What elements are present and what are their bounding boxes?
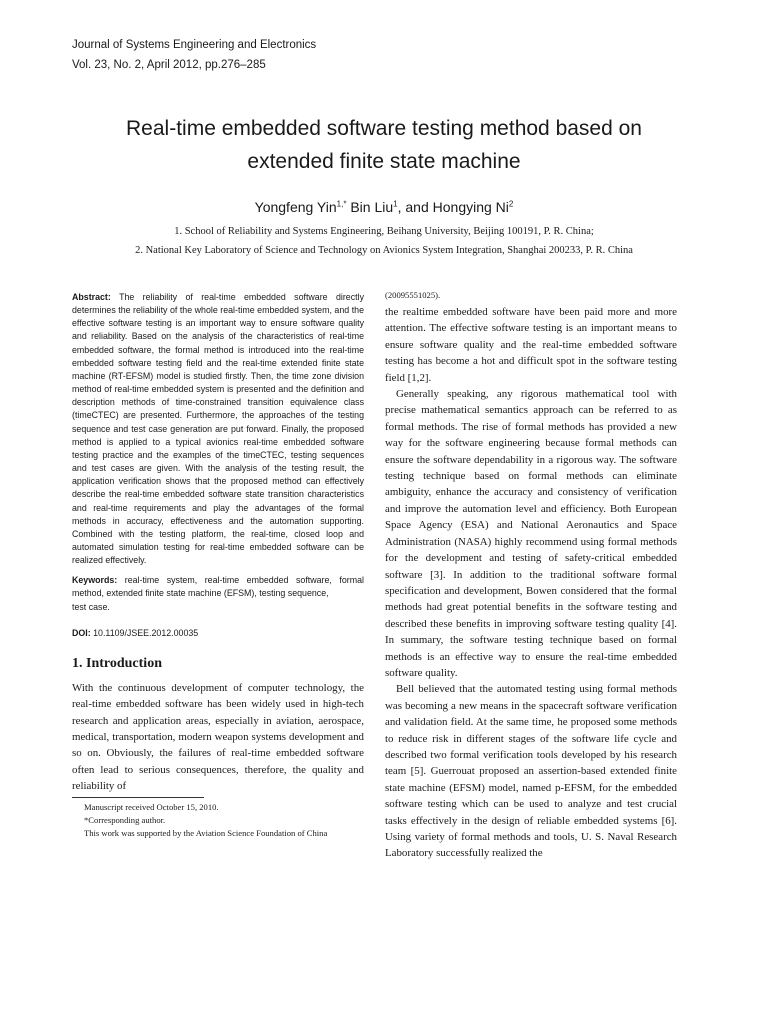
footnote-divider	[72, 797, 204, 798]
section-heading-introduction: 1. Introduction	[72, 655, 162, 671]
journal-name: Journal of Systems Engineering and Electronics	[72, 39, 317, 51]
affiliations	[40, 222, 728, 260]
right-paragraph-2: Generally speaking, any rigorous mathematical tool with precise mathematical semantics approach can be referred to as formal methods. The rise of formal methods has provided a new way for the software engineering because formal methods can ensure the software dependability in a rigorous way. The software testing technique based on formal methods can eliminate ambiguity, enhance the accuracy and consistency of verification and improve the automation level and efficiency. Both European Space Agency (ESA) and National Aeronautics and Space Administration (NASA) highly recommend using formal methods for the development and testing of safety-critical embedded software [3]. In addition to the traditional software formal specification and development, Bowen considered that the formal methods had great potential benefits in the software testing and described these benefits in improving software testing quality [4]. In summary, the software testing technique based on formal methods is an effective way to ensure the real-time embedded software quality.	[385, 388, 677, 679]
author-1-superscript: 1,*	[336, 199, 347, 209]
right-paragraph-3: Bell believed that the automated testing using formal methods was becoming a new means in the spacecraft software verification and validation field. At the same time, he proposed some methods to reduce risk in different stages of the software life cycle and described two formal verification tools developed by his research team [5]. Guerrouat proposed an assertion-based extended finite state machine (EFSM) model, named p-EFSM, for the embedded software testing which can be used to analyze and test crucial tasks effectively in the design of reliable embedded systems [6]. Using variety of formal methods and tools, U. S. Naval Research Laboratory successfully realized the	[385, 683, 677, 860]
footnote-support: This work was supported by the Aviation Science Foundation of China	[84, 827, 328, 838]
right-paragraph-1: the realtime embedded software have been paid more and more attention. The effective software testing is an important means to ensure software quality and the real-time embedded software testing has become a hot and difficult spot in the software testing field [1,2].	[385, 306, 677, 384]
doi-value: 10.1109/JSEE.2012.00035	[93, 627, 199, 638]
author-2: Bin Liu	[346, 199, 394, 215]
author-3-superscript: 2	[508, 199, 514, 209]
keywords-text-2: test case.	[72, 601, 110, 612]
intro-paragraph-1: With the continuous development of computer technology, the real-time embedded software has been widely used in high-tech research and application areas, especially in aviation, aerospace, medical, transportation, modern weapon systems development and so on. Obviously, the failures of real-time embedded software often lead to serious consequences, therefore, the quality and reliability of	[72, 681, 364, 793]
title-line-2: extended finite state machine	[247, 150, 521, 173]
affiliation-2: 2. National Key Laboratory of Science and Technology on Avionics System Integration, Shanghai 200233, P. R. China	[135, 245, 633, 256]
left-column	[72, 291, 364, 840]
abstract	[72, 291, 364, 567]
doi-label: DOI:	[72, 627, 91, 638]
journal-header	[72, 35, 316, 75]
keywords-text: real-time system, real-time embedded software, formal method, extended finite state machine (EFSM), testing sequence,	[72, 575, 364, 599]
author-1: Yongfeng Yin	[254, 199, 337, 215]
keywords	[72, 574, 364, 613]
doi	[72, 628, 364, 638]
abstract-text: The reliability of real-time embedded software directly determines the reliability of the whole real-time embedded system, and the effective software testing is an important way to ensure software quality and reliability. Based on the analysis of the characteristics of real-time embedded software, the formal method is introduced into the real-time embedded software testing field and the real-time extended finite state machine (RT-EFSM) model is studied firstly. Then, the time zone division method of real-time embedded system is presented and the definition and description methods of time-constrained transition equivalence class (timeCTEC) are presented. Furthermore, the approaches of the testing sequence and test case generation are put forward. Finally, the proposed method is applied to a typical avionics real-time embedded software testing practice and the examples of the timeCTEC, testing sequences and test cases are given. With the analysis of the testing result, the application verification shows that the proposed method can effectively describe the real-time embedded software state transition characteristics and real-time requirements and play the advantages of the formal methods in accuracy, effectiveness and the automation supporting. Combined with the testing platform, the real-time, closed loop and automated simulation testing for real-time embedded software can be realized effectively.	[72, 292, 364, 566]
title-line-1: Real-time embedded software testing method based on	[126, 117, 642, 140]
footnote-received: Manuscript received October 15, 2010.	[84, 801, 219, 812]
footnote-corresponding: *Corresponding author.	[84, 814, 166, 825]
affiliation-1: 1. School of Reliability and Systems Engineering, Beihang University, Beijing 100191, P. R. China;	[174, 226, 594, 237]
journal-volume: Vol. 23, No. 2, April 2012, pp.276–285	[72, 59, 266, 71]
author-list	[60, 199, 708, 215]
author-3: , and Hongying Ni	[397, 199, 509, 215]
keywords-label: Keywords:	[72, 575, 118, 586]
author-2-superscript: 1	[393, 199, 398, 209]
right-column	[385, 290, 677, 862]
paper-title	[60, 112, 708, 178]
grant-number: (20095551025).	[385, 290, 441, 300]
abstract-label: Abstract:	[72, 292, 111, 302]
